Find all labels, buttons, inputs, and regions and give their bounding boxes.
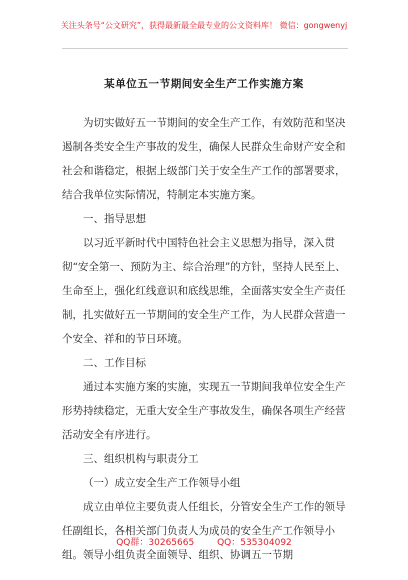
work-goals-paragraph: 通过本实施方案的实施，实现五一节期间我单位安全生产形势持续稳定，无重大安全生产事故发生，确保各项生产经营活动安全有序进行。 [62,381,346,441]
document-title: 某单位五一节期间安全生产工作实施方案 [104,78,304,90]
header-note: 关注头条号“公文研究”，获得最新最全最专业的公文资料库！ 微信：gongwenyj [60,21,348,30]
section-heading-organization: 三、组织机构与职责分工 [83,453,199,465]
section-heading-work-goals: 二、工作目标 [83,357,146,369]
section-heading-guiding-ideology: 一、指导思想 [83,213,146,225]
intro-paragraph: 为切实做好五一节期间的安全生产工作，有效防范和坚决遏制各类安全生产事故的发生，确保人民群众生命财产安全和社会和谐稳定，根据上级部门关于安全生产工作的部署要求，结合我单位实际情况，特制定本实施方案。 [62,117,346,201]
subsection-heading-leading-group: （一）成立安全生产工作领导小组 [83,477,241,489]
leading-group-paragraph: 成立由单位主要负责人任组长，分管安全生产工作的领导任副组长，各相关部门负责人为成员的安全生产工作领导小组。领导小组负责全面领导、组织、协调五一节期 [62,501,346,561]
footer-qq-group: QQ群：30265665 [116,538,195,548]
header-divider [62,48,348,49]
footer-contacts [0,535,408,548]
document-body [62,111,352,567]
footer-qq-number: QQ：535304092 [217,538,292,548]
guiding-ideology-paragraph: 以习近平新时代中国特色社会主义思想为指导，深入贯彻“安全第一、预防为主、综合治理”的方针，坚持人民至上、生命至上，强化红线意识和底线思维，全面落实安全生产责任制，扎实做好五一节期间的安全生产工作，为人民群众营造一个安全、祥和的节日环境。 [62,237,346,345]
